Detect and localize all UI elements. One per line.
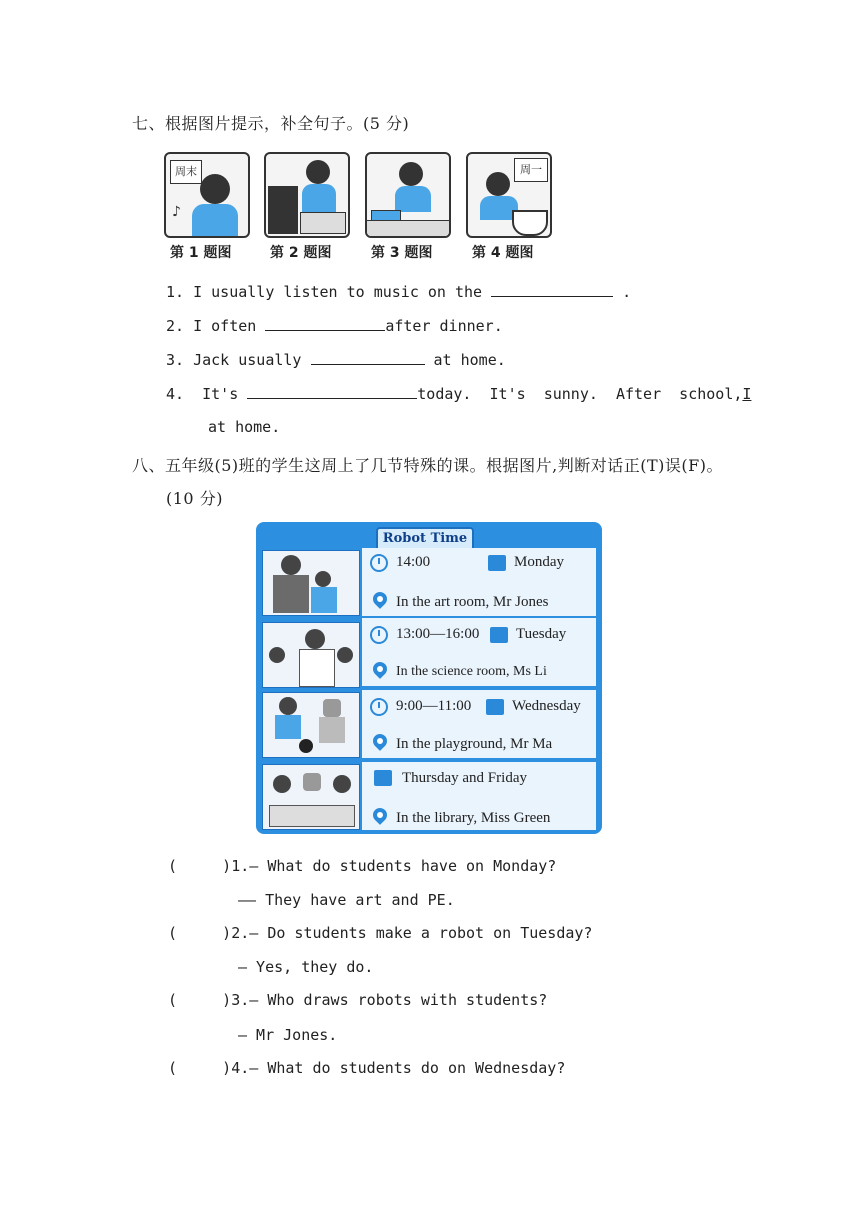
question-4-text-b: today. It's sunny. After school, (417, 385, 743, 403)
clock-icon (370, 626, 388, 644)
student-head-icon (333, 775, 351, 793)
calendar-icon (486, 699, 504, 715)
football-icon (299, 739, 313, 753)
weekend-sign: 周末 (170, 160, 202, 184)
caption-4: 第 4 题图 (472, 245, 534, 261)
boy-body-icon (395, 186, 431, 212)
boy-body-icon (302, 184, 336, 212)
row2-info (362, 618, 596, 686)
caption-1: 第 1 题图 (170, 245, 232, 261)
row1-info (362, 548, 596, 616)
row4-place: In the library, Miss Green (396, 810, 551, 826)
student-body-icon (275, 715, 301, 739)
row1-illustration (262, 550, 360, 616)
card-title: Robot Time (376, 527, 474, 551)
question-2-text-b: after dinner. (385, 317, 503, 335)
row1-day: Monday (514, 554, 564, 570)
student-head-icon (273, 775, 291, 793)
row3-place: In the playground, Mr Ma (396, 736, 553, 752)
location-pin-icon (370, 589, 390, 609)
row2-place: In the science room, Ms Li (396, 664, 547, 679)
question-2 (166, 316, 503, 335)
section8-score: (10 分) (166, 489, 223, 508)
teacher-body-icon (273, 575, 309, 613)
computer-icon (268, 186, 298, 234)
tf-question-3: ( )3.— Who draws robots with students? (168, 991, 548, 1009)
question-1-text-a: 1. I usually listen to music on the (166, 283, 483, 301)
question-3-text-b: at home. (433, 351, 506, 369)
section7-heading: 七、根据图片提示，补全句子。(5 分) (132, 114, 410, 133)
row2-time: 13:00—16:00 (396, 626, 480, 642)
monday-sign: 周一 (514, 158, 548, 182)
tf-question-4: ( )4.— What do students do on Wednesday? (168, 1059, 566, 1077)
answer-blank-2[interactable] (265, 316, 385, 331)
robot-body-icon (319, 717, 345, 743)
location-pin-icon (370, 731, 390, 751)
student-head-icon (337, 647, 353, 663)
row2-illustration (262, 622, 360, 688)
robot-head-icon (323, 699, 341, 717)
row3-time: 9:00—11:00 (396, 698, 472, 714)
student-body-icon (311, 587, 337, 613)
location-pin-icon (370, 805, 390, 825)
calendar-icon (488, 555, 506, 571)
location-pin-icon (370, 659, 390, 679)
question-4-pronoun: I (742, 385, 752, 403)
chair-icon (300, 212, 346, 234)
desk-icon (367, 220, 449, 237)
tf-answer-3: — Mr Jones. (238, 1026, 338, 1044)
question-1-text-b: . (622, 283, 632, 301)
row4-info (362, 762, 596, 830)
question-3 (166, 350, 506, 369)
picture-3 (365, 152, 451, 238)
row1-place: In the art room, Mr Jones (396, 594, 549, 610)
answer-blank-3[interactable] (311, 350, 425, 365)
tf-question-2: ( )2.— Do students make a robot on Tuesday? (168, 924, 593, 942)
tf-question-1: ( )1.— What do students have on Monday? (168, 857, 557, 875)
robot-head-icon (303, 773, 321, 791)
clock-icon (370, 698, 388, 716)
question-3-text-a: 3. Jack usually (166, 351, 302, 369)
row2-day: Tuesday (516, 626, 567, 642)
boy-head-icon (486, 172, 510, 196)
question-4-text-a: 4. It's (166, 385, 239, 403)
row4-day: Thursday and Friday (402, 770, 527, 786)
section8-heading: 八、五年级(5)班的学生这周上了几节特殊的课。根据图片,判断对话正(T)误(F)。 (132, 456, 723, 475)
answer-blank-4[interactable] (247, 384, 417, 399)
tf-answer-1: —— They have art and PE. (238, 891, 455, 909)
student-head-icon (269, 647, 285, 663)
question-1 (166, 282, 631, 301)
student-head-icon (279, 697, 297, 715)
teacher-head-icon (305, 629, 325, 649)
picture-4 (466, 152, 552, 238)
calendar-icon (374, 770, 392, 786)
question-2-text-a: 2. I often (166, 317, 257, 335)
picture-1 (164, 152, 250, 238)
boy-head-icon (200, 174, 230, 204)
answer-blank-1[interactable] (491, 282, 613, 297)
tf-answer-2: — Yes, they do. (238, 958, 374, 976)
books-icon (269, 805, 355, 827)
boy-head-icon (306, 160, 330, 184)
calendar-icon (490, 627, 508, 643)
caption-2: 第 2 题图 (270, 245, 332, 261)
row3-info (362, 690, 596, 758)
question-4 (166, 384, 751, 403)
teacher-head-icon (281, 555, 301, 575)
boy-head-icon (399, 162, 423, 186)
caption-3: 第 3 题图 (371, 245, 433, 261)
row4-illustration (262, 764, 360, 830)
music-note-icon: ♪ (172, 204, 181, 220)
clock-icon (370, 554, 388, 572)
row3-illustration (262, 692, 360, 758)
boy-body-icon (192, 204, 238, 236)
pot-icon (512, 210, 548, 236)
teacher-body-icon (299, 649, 335, 687)
question-4-continued: at home. (208, 418, 281, 436)
picture-2 (264, 152, 350, 238)
row3-day: Wednesday (512, 698, 581, 714)
row1-time: 14:00 (396, 554, 431, 570)
student-head-icon (315, 571, 331, 587)
